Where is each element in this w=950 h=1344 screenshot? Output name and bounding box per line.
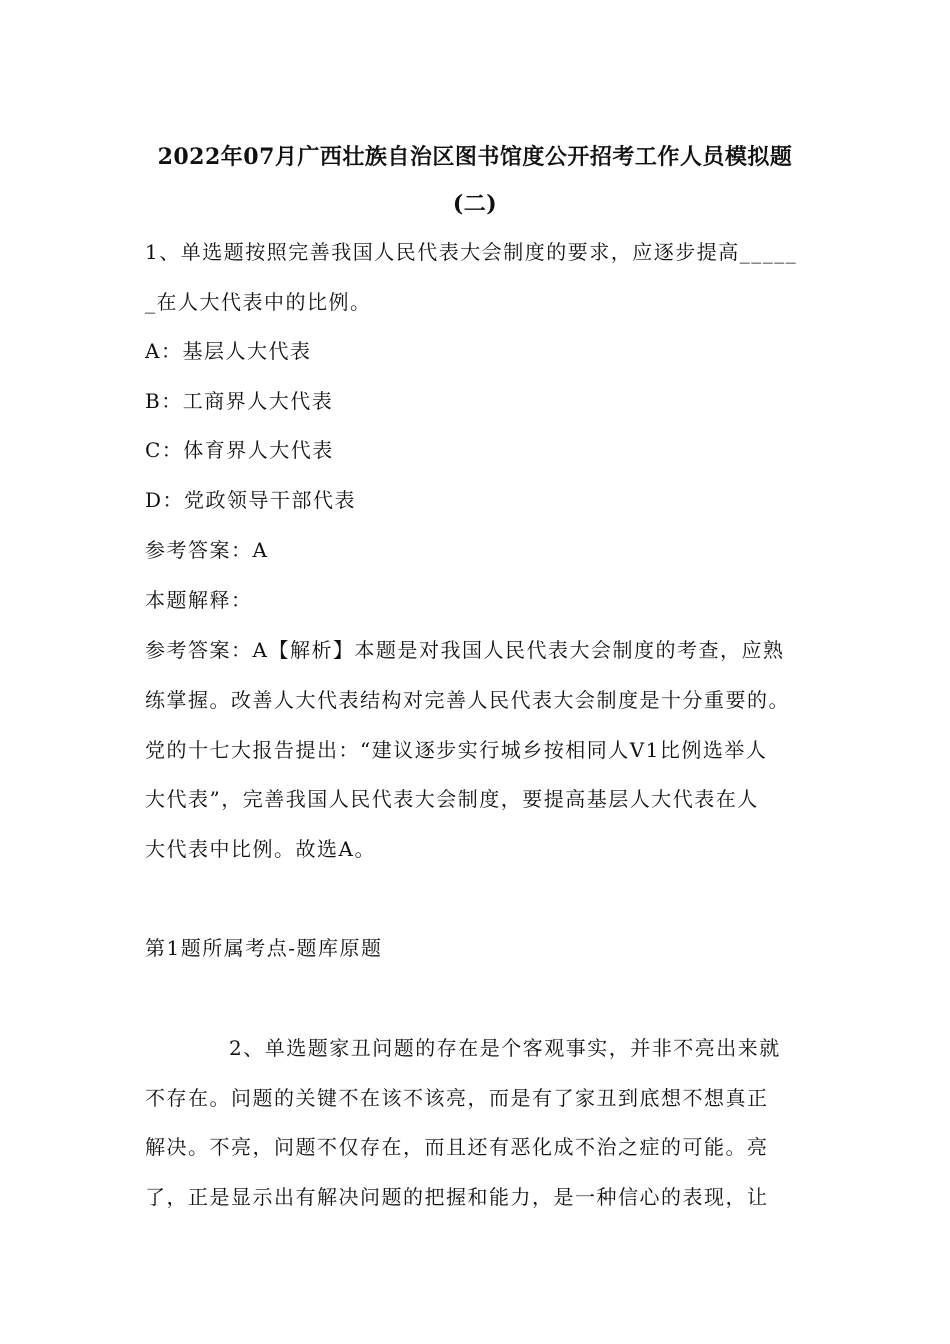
document-title: 2022年07月广西壮族自治区图书馆度公开招考工作人员模拟题 — [157, 144, 793, 170]
question-1-option-a: A：基层人大代表 — [145, 339, 312, 363]
question-2-stem: 2、单选题家丑问题的存在是个客观事实，并非不亮出来就 — [229, 1036, 781, 1060]
question-1-option-b: B：工商界人大代表 — [145, 389, 334, 413]
question-1-stem: 1、单选题按照完善我国人民代表大会制度的要求，应逐步提高_____ — [145, 240, 798, 264]
question-1-explain-label: 本题解释： — [145, 588, 253, 612]
question-2-stem-line: 不存在。问题的关键不在该不该亮，而是有了家丑到底想不想真正 — [145, 1086, 769, 1110]
question-1-stem-continued: _在人大代表中的比例。 — [145, 290, 372, 314]
question-1-answer: 参考答案：A — [145, 538, 269, 562]
question-1-option-d: D：党政领导干部代表 — [145, 488, 357, 512]
question-1-explanation-line: 大代表”，完善我国人民代表大会制度，要提高基层人大代表在人 — [145, 787, 759, 811]
question-1-explanation-line: 参考答案：A【解析】本题是对我国人民代表大会制度的考查，应熟 — [145, 638, 785, 662]
question-2-stem-line: 解决。不亮，问题不仅存在，而且还有恶化成不治之症的可能。亮 — [145, 1135, 769, 1159]
question-1-explanation-line: 党的十七大报告提出：“建议逐步实行城乡按相同人V1比例选举人 — [145, 738, 768, 762]
question-1-option-c: C：体育界人大代表 — [145, 438, 334, 462]
document-subtitle: (二) — [452, 191, 498, 217]
question-1-explanation-line: 练掌握。改善人大代表结构对完善人民代表大会制度是十分重要的。 — [145, 688, 790, 712]
question-2-stem-line: 了，正是显示出有解决问题的把握和能力，是一种信心的表现，让 — [145, 1185, 769, 1209]
question-1-knowledge-point: 第1题所属考点-题库原题 — [145, 936, 383, 960]
question-1-explanation-line: 大代表中比例。故选A。 — [145, 837, 376, 861]
